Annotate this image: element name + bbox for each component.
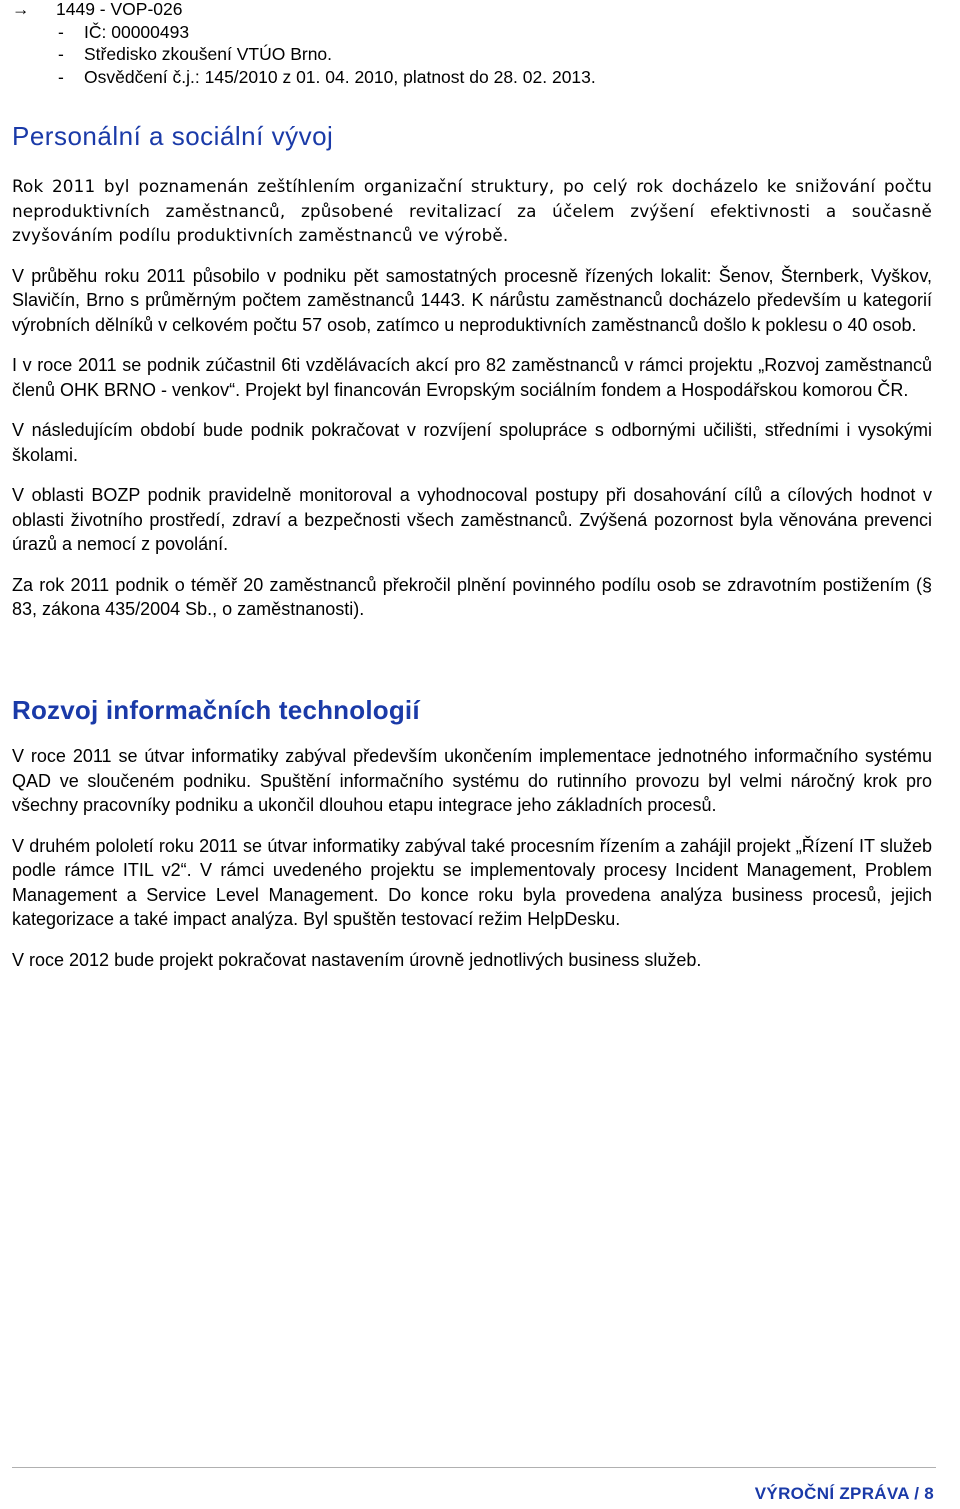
list-item-text: 1449 - VOP-026	[56, 0, 183, 19]
dash-bullet: -	[58, 44, 64, 64]
paragraph: V průběhu roku 2011 působilo v podniku pět samostatných procesně řízených lokalit: Šenov, Šternberk, Vyškov, Slavičín, Brno s průměrným počtem zaměstnanců 1443. K nárůstu zaměstnanců docházelo především u kategorií výrobních dělníků v celkovém počtu 57 osob, zatímco u neproduktivních zaměstnanců došlo k poklesu o 40 osob.	[12, 265, 932, 335]
footer-divider	[12, 1467, 936, 1468]
paragraph: V následujícím období bude podnik pokračovat v rozvíjení spolupráce s odbornými učilišti, středními i vysokými školami.	[12, 420, 932, 465]
paragraph: V roce 2011 se útvar informatiky zabýval především ukončením implementace jednotného informačního systému QAD ve sloučeném podniku. Spuštění informačního systému do rutinního provozu byl velmi náročný krok pro všechny pracovníky podniku a ukončil dlouhou etapu integrace jeho základních procesů.	[12, 746, 932, 815]
section-personal-body	[12, 174, 932, 638]
list-item	[12, 0, 932, 21]
section-heading-personal: Personální a sociální vývoj	[12, 121, 334, 151]
list-item	[12, 21, 932, 44]
dash-bullet: -	[58, 66, 64, 87]
paragraph: V oblasti BOZP podnik pravidelně monitoroval a vyhodnocoval postupy při dosahování cílů a cílových hodnot v oblasti životního prostředí, zdraví a bezpečnosti všech zaměstnanců. Zvýšená pozornost byla věnována prevenci úrazů a nemocí z povolání.	[12, 485, 932, 554]
list-item	[12, 66, 932, 89]
page-footer: VÝROČNÍ ZPRÁVA / 8	[754, 1484, 934, 1503]
dash-bullet: -	[58, 21, 64, 42]
paragraph: Za rok 2011 podnik o téměř 20 zaměstnanců překročil plnění povinného podílu osob se zdravotním postižením (§ 83, zákona 435/2004 Sb., o zaměstnanosti).	[12, 574, 932, 619]
list-item	[12, 43, 932, 66]
paragraph: V roce 2012 bude projekt pokračovat nastavením úrovně jednotlivých business služeb.	[12, 949, 702, 970]
list-item-text: IČ: 00000493	[84, 21, 190, 42]
paragraph: V druhém pololetí roku 2011 se útvar informatiky zabýval také procesním řízením a zahájil projekt „Řízení IT služeb podle rámce ITIL v2“. V rámci uvedeného projektu se implementovaly procesy Incident Management, Problem Management a Service Level Management. Do konce roku byla provedena analýza business procesů, jejich kategorizace a také impact analýza. Byl spuštěn testovací režim HelpDesku.	[12, 835, 932, 929]
list-item-text: Osvědčení č.j.: 145/2010 z 01. 04. 2010, platnost do 28. 02. 2013.	[84, 66, 596, 87]
section-heading-it: Rozvoj informačních technologií	[12, 695, 420, 725]
paragraph: I v roce 2011 se podnik zúčastnil 6ti vzdělávacích akcí pro 82 zaměstnanců v rámci projektu „Rozvoj zaměstnanců členů OHK BRNO - venkov“. Projekt byl financován Evropským sociálním fondem a Hospodářskou komorou ČR.	[12, 355, 932, 400]
arrow-icon: →	[12, 0, 30, 19]
paragraph: Rok 2011 byl poznamenán zeštíhlením organizační struktury, po celý rok docházelo ke snižování počtu neproduktivních zaměstnanců, způsobené revitalizací za účelem zvýšení efektivnosti a současně zvyšováním podílu produktivních zaměstnanců ve výrobě.	[12, 176, 932, 245]
section-it-body	[12, 744, 932, 988]
list-item-text: Středisko zkoušení VTÚO Brno.	[84, 44, 333, 64]
certificate-list	[12, 0, 932, 88]
